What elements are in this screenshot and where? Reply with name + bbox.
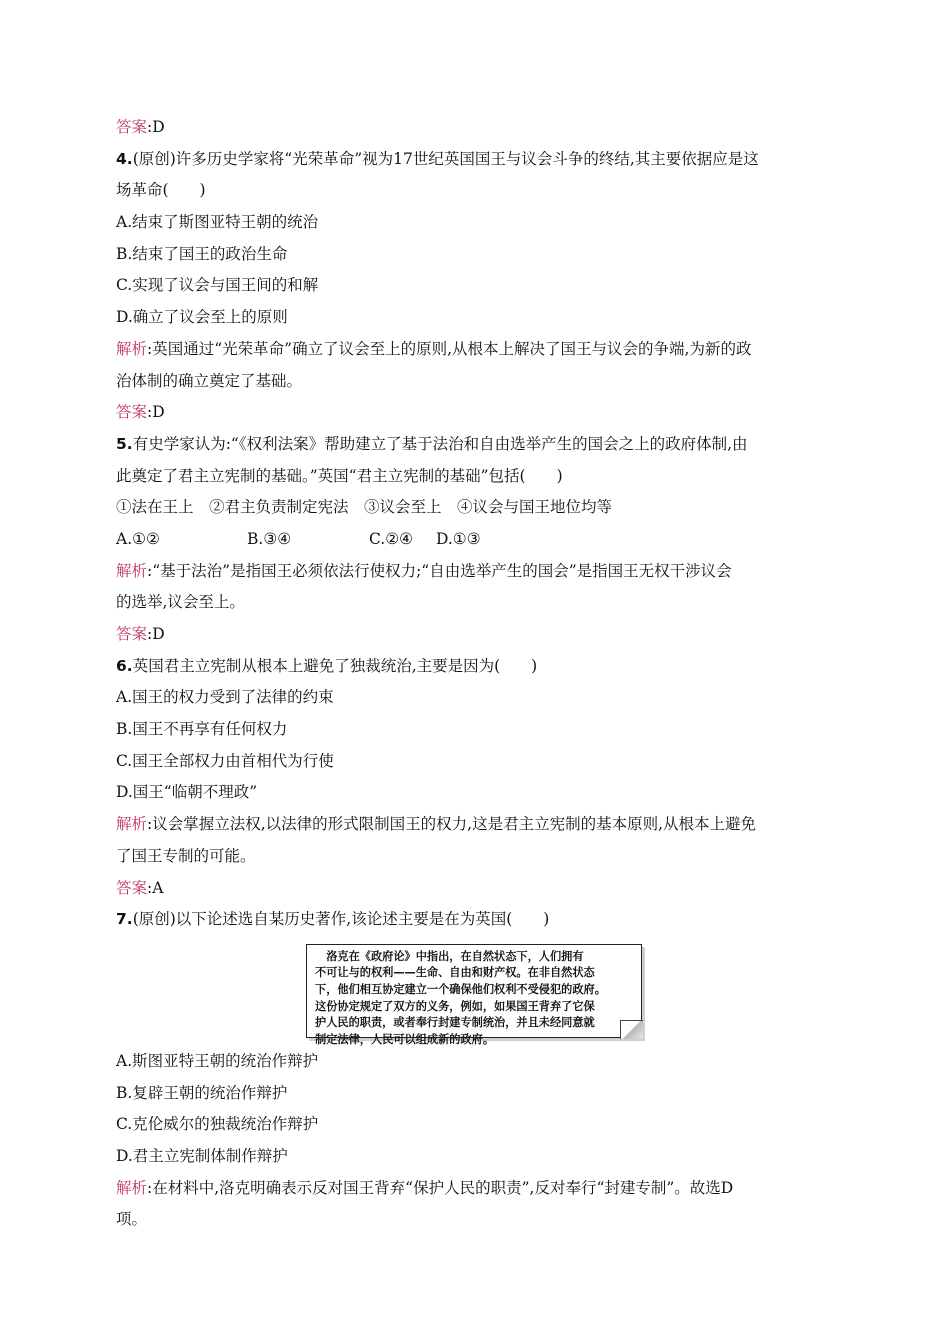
- q5-stem-line1: [116, 429, 846, 461]
- q7-option-d: D.君主立宪制体制作辩护: [116, 1146, 288, 1165]
- question-number: 5.: [116, 434, 133, 453]
- q5-stem-line2: 此奠定了君主立宪制的基础。”英国“君主立宪制的基础”包括( ): [116, 466, 563, 485]
- q6-answer: [116, 873, 846, 905]
- q6-analysis-line2: 了国王专制的可能。: [116, 846, 256, 865]
- q4-option-a: A.结束了斯图亚特王朝的统治: [116, 213, 319, 232]
- question-stem: (原创)许多历史学家将“光荣革命”视为17世纪英国国王与议会斗争的终结,其主要依据应是这: [132, 149, 759, 168]
- q5-items: ①法在王上 ②君主负责制定宪法 ③议会至上 ④议会与国王地位均等: [116, 498, 613, 517]
- q4-option-d: D.确立了议会至上的原则: [116, 308, 288, 327]
- answer-value: :D: [147, 403, 165, 422]
- document-page: [116, 112, 846, 1236]
- q7-option-c: C.克伦威尔的独裁统治作辩护: [116, 1115, 319, 1134]
- q7-option-a: A.斯图亚特王朝的统治作辩护: [116, 1051, 319, 1070]
- q4-option-b: B.结束了国王的政治生命: [116, 244, 288, 263]
- quote-line: 下，他们相互协定建立一个确保他们权利不受侵犯的政府。: [315, 983, 606, 997]
- q4-stem-line1: [116, 144, 846, 176]
- question-number: 7.: [116, 910, 133, 929]
- analysis-text: :议会掌握立法权,以法律的形式限制国王的权力,这是君主立宪制的基本原则,从根本上避免: [147, 815, 757, 834]
- q4-answer: [116, 397, 846, 429]
- analysis-text: :在材料中,洛克明确表示反对国王背弃“保护人民的职责”,反对奉行“封建专制”。故选D: [147, 1178, 734, 1197]
- analysis-label: 解析: [116, 339, 148, 358]
- quote-line: 洛克在《政府论》中指出，在自然状态下，人们拥有: [315, 949, 584, 963]
- answer-value: :D: [147, 118, 165, 136]
- answer-label: 答案: [116, 118, 148, 136]
- q5-answer: [116, 619, 846, 651]
- quote-line: 制定法律，人民可以组成新的政府。: [315, 1032, 495, 1046]
- question-number: 4.: [116, 149, 133, 168]
- q6-analysis-line1: [116, 809, 846, 841]
- answer-label: 答案: [116, 403, 148, 422]
- q5-option-a: A.①②: [116, 529, 160, 548]
- quote-box: [306, 944, 642, 1046]
- q7-analysis-line1: [116, 1173, 846, 1205]
- quote-line: 这份协定规定了双方的义务，例如，如果国王背弃了它保: [315, 999, 595, 1013]
- question-stem: 有史学家认为:“《权利法案》帮助建立了基于法治和自由选举产生的国会之上的政府体制,由: [132, 434, 748, 453]
- answer-value: :D: [147, 625, 165, 643]
- q4-analysis-line1: [116, 334, 846, 366]
- q6-option-d: D.国王“临朝不理政”: [116, 783, 258, 802]
- answer-value: :A: [147, 878, 164, 897]
- q7-analysis-line2: 项。: [116, 1210, 148, 1229]
- question-stem: (原创)以下论述选自某历史著作,该论述主要是在为英国( ): [132, 910, 550, 929]
- q5-option-b: B.③④: [247, 529, 292, 548]
- q7-option-b: B.复辟王朝的统治作辩护: [116, 1083, 288, 1102]
- q5-options: [116, 524, 846, 556]
- answer-label: 答案: [116, 625, 148, 643]
- q5-analysis-line2: 的选举,议会至上。: [116, 593, 245, 612]
- answer-label: 答案: [116, 878, 148, 897]
- question-stem: 英国君主立宪制从根本上避免了独裁统治,主要是因为( ): [132, 656, 538, 675]
- q5-analysis-line1: [116, 556, 846, 588]
- analysis-label: 解析: [116, 815, 148, 834]
- quote-line: 不可让与的权利——生命、自由和财产权。在非自然状态: [315, 966, 595, 980]
- quote-line: 护人民的职责，或者奉行封建专制统治，并且未经同意就: [315, 1016, 595, 1030]
- q4-analysis-line2: 治体制的确立奠定了基础。: [116, 371, 303, 390]
- analysis-label: 解析: [116, 1178, 148, 1197]
- q6-option-a: A.国王的权力受到了法律的约束: [116, 688, 334, 707]
- q7-material: [116, 936, 846, 1046]
- analysis-text: :英国通过“光荣革命”确立了议会至上的原则,从根本上解决了国王与议会的争端,为新的政: [147, 339, 752, 358]
- analysis-label: 解析: [116, 561, 148, 580]
- q6-option-b: B.国王不再享有任何权力: [116, 720, 288, 739]
- q7-stem: [116, 904, 846, 936]
- analysis-text: :“基于法治”是指国王必须依法行使权力;“自由选举产生的国会”是指国王无权干涉议会: [147, 561, 732, 580]
- q3-answer: [116, 112, 846, 144]
- q6-option-c: C.国王全部权力由首相代为行使: [116, 751, 334, 770]
- q5-option-c: C.②④: [369, 529, 414, 548]
- q6-stem: [116, 651, 846, 683]
- q4-option-c: C.实现了议会与国王间的和解: [116, 276, 319, 295]
- page-curl-decoration: [620, 1020, 643, 1039]
- question-number: 6.: [116, 656, 133, 675]
- q5-option-d: D.①③: [436, 529, 481, 548]
- q4-stem-line2: 场革命( ): [116, 181, 206, 200]
